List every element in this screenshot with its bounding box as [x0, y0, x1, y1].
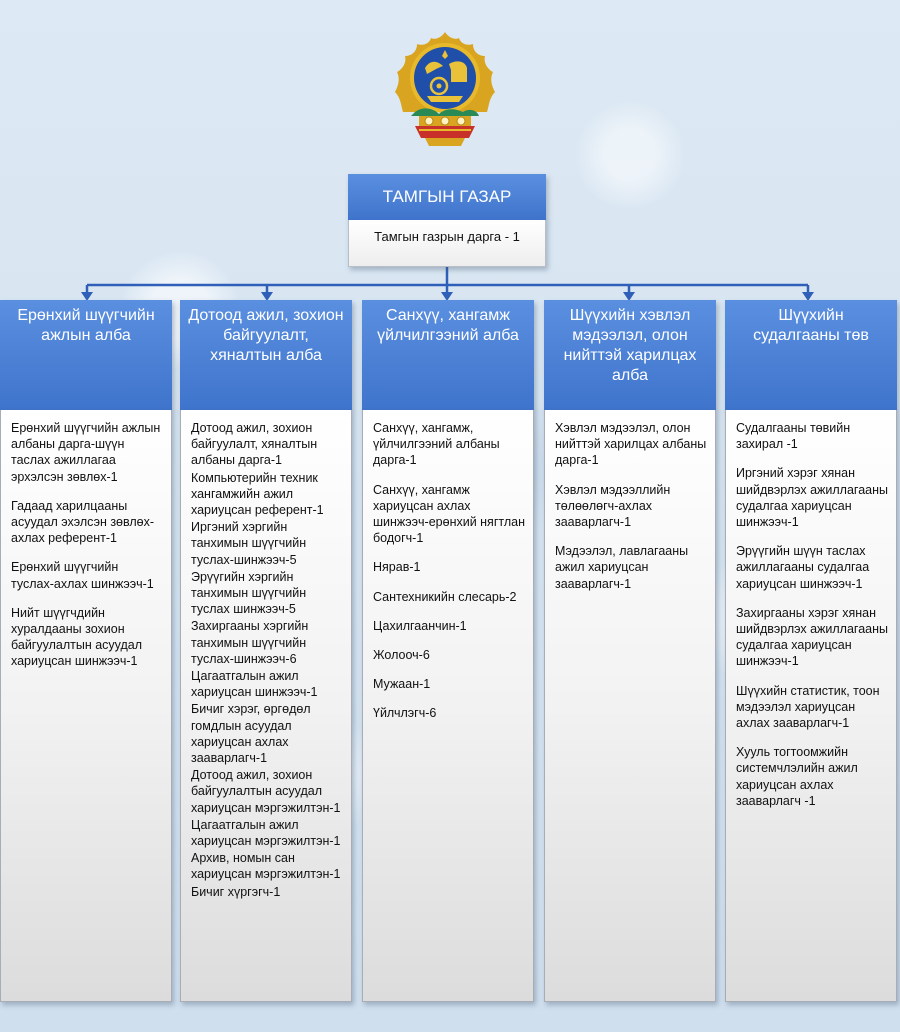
staff-position: Компьютерийн техник хангамжийн ажил хариуцсан референт-1: [191, 470, 324, 518]
department-body-4: [544, 410, 716, 1002]
department-header-1: [0, 300, 172, 410]
staff-position: Санхүү, хангамж, үйлчилгээний албаны дарга-1: [373, 421, 500, 468]
staff-position: Мужаан-1: [373, 677, 431, 692]
staff-position: Эрүүгийн хэргийн танхимын шүүгчийн туслах шинжээч-5: [191, 569, 307, 617]
staff-position: Цахилгаанчин-1: [373, 618, 467, 633]
staff-position: Захиргааны хэргийн танхимын шүүгчийн туслах-шинжээч-6: [191, 619, 309, 666]
top-office-head-count: Тамгын газрын дарга - 1: [374, 229, 520, 244]
staff-position: Нярав-1: [373, 560, 421, 575]
staff-position: Иргэний хэргийн танхимын шүүгчийн туслах-шинжээч-5: [191, 520, 307, 567]
mongolia-state-emblem-icon: [389, 28, 501, 150]
staff-position: Бичиг хэрэг, өргөдөл гомдлын асуудал хариуцсан ахлах зааварлагч-1: [191, 702, 311, 766]
staff-position: Цагаатгалын ажил хариуцсан мэргэжилтэн-1: [191, 817, 341, 849]
staff-position: Үйлчлэгч-6: [373, 706, 437, 721]
staff-position: Нийт шүүгчдийн хуралдааны зохион байгуулалтын асуудал хариуцсан шинжээч-1: [11, 605, 143, 669]
staff-position: Мэдээлэл, лавлагааны ажил хариуцсан зааварлагч-1: [555, 544, 689, 591]
department-body-3: [362, 410, 534, 1002]
department-header-4: [544, 300, 716, 410]
department-header-3: [362, 300, 534, 410]
department-body-1: [0, 410, 172, 1002]
staff-position: Ерөнхий шүүгчийн туслах-ахлах шинжээч-1: [11, 560, 154, 591]
staff-position: Архив, номын сан хариуцсан мэргэжилтэн-1: [191, 851, 341, 882]
top-office-body: [348, 220, 546, 267]
department-title: Санхүү, хангамж үйлчилгээний алба: [377, 307, 519, 344]
staff-position: Ерөнхий шүүгчийн ажлын албаны дарга-шүүн таслах ажиллагаа эрхэлсэн зөвлөх-1: [11, 421, 161, 484]
department-title: Ерөнхий шүүгчийн ажлын алба: [17, 307, 155, 344]
staff-position: Дотоод ажил, зохион байгуулалтын асуудал хариуцсан мэргэжилтэн-1: [191, 768, 341, 815]
staff-position: Хэвлэл мэдээлэл, олон нийттэй харилцах албаны дарга-1: [555, 421, 707, 468]
top-office-title: ТАМГЫН ГАЗАР: [382, 187, 512, 206]
department-title: Шүүхийн хэвлэл мэдээлэл, олон нийттэй харилцах алба: [563, 307, 697, 384]
department-header-5: [725, 300, 897, 410]
department-body-2: [180, 410, 352, 1002]
staff-position: Гадаад харилцааны асуудал эхэлсэн зөвлөх-ахлах референт-1: [11, 498, 155, 546]
staff-position: Захиргааны хэрэг хянан шийдвэрлэх ажиллагааны судалгаа хариуцсан шинжээч-1: [736, 605, 888, 669]
department-body-5: [725, 410, 897, 1002]
staff-position: Цагаатгалын ажил хариуцсан шинжээч-1: [191, 669, 318, 700]
staff-position: Хууль тогтоомжийн системчлэлийн ажил хариуцсан ахлах зааварлагч -1: [736, 745, 858, 808]
staff-position: Дотоод ажил, зохион байгуулалт, хяналтын албаны дарга-1: [191, 421, 318, 468]
staff-position: Бичиг хүргэгч-1: [191, 884, 281, 899]
department-header-2: [180, 300, 352, 410]
staff-position: Сантехникийн слесарь-2: [373, 589, 517, 604]
staff-position: Судалгааны төвийн захирал -1: [736, 421, 851, 452]
department-title: Шүүхийн судалгааны төв: [753, 307, 869, 344]
staff-position: Эрүүгийн шүүн таслах ажиллагааны судалгаа хариуцсан шинжээч-1: [736, 544, 870, 591]
staff-position: Иргэний хэрэг хянан шийдвэрлэх ажиллагааны судалгаа хариуцсан шинжээч-1: [736, 466, 888, 530]
department-title: Дотоод ажил, зохион байгуулалт, хяналтын алба: [188, 307, 344, 364]
staff-position: Хэвлэл мэдээллийн төлөөлөгч-ахлах зааварлагч-1: [555, 482, 671, 530]
staff-position: Жолооч-6: [373, 648, 430, 663]
top-office-header: [348, 174, 546, 220]
staff-position: Санхүү, хангамж хариуцсан ахлах шинжээч-ерөнхий нягтлан бодогч-1: [373, 482, 525, 546]
staff-position: Шүүхийн статистик, тоон мэдээлэл хариуцсан ахлах зааварлагч-1: [736, 683, 880, 731]
